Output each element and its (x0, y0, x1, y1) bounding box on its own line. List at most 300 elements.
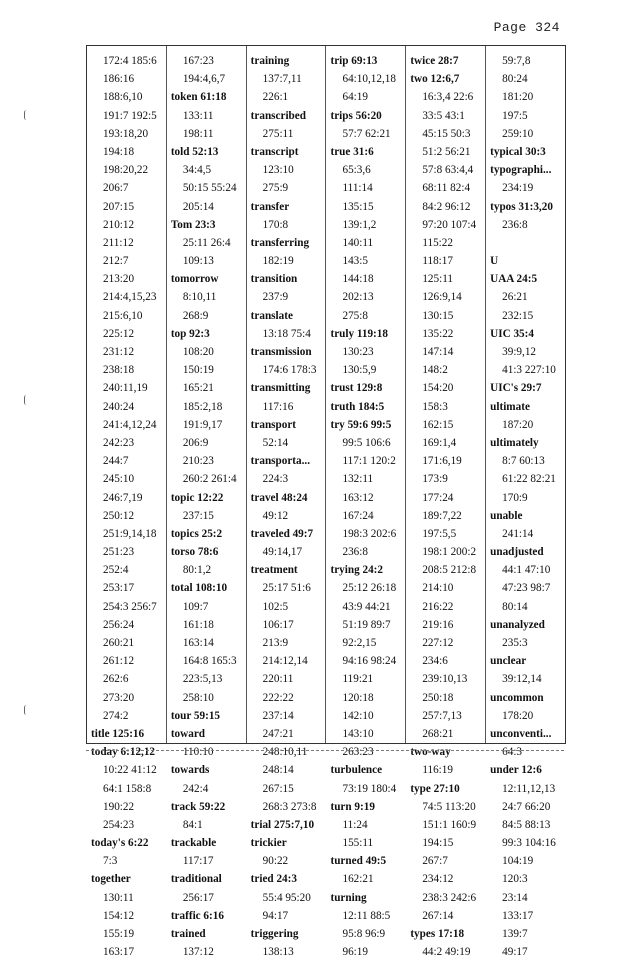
page-number-label: Page 324 (493, 20, 560, 35)
index-reference: 213:9 (262, 637, 289, 649)
index-reference: 135:22 (422, 327, 454, 340)
index-reference: 95:8 96:9 (342, 928, 386, 940)
index-reference: 194:15 (422, 837, 454, 850)
index-reference: 16:3,4 22:6 (422, 91, 474, 104)
index-reference: 212:7 (103, 255, 129, 268)
index-reference: 177:24 (422, 491, 454, 504)
index-reference: 132:11 (342, 473, 374, 486)
index-reference: 250:18 (422, 691, 454, 704)
index-headword: translate (250, 309, 293, 322)
index-reference: 198:1 200:2 (422, 546, 477, 559)
index-reference: 137:7,11 (262, 73, 302, 86)
index-reference: 13:18 75:4 (262, 327, 311, 340)
index-reference: 163:14 (182, 637, 214, 649)
index-reference: 189:7,22 (422, 509, 462, 522)
index-headword: told 52:13 (170, 145, 219, 158)
index-reference: 117:1 120:2 (342, 455, 396, 468)
index-headword: two-way (410, 746, 451, 759)
index-headword: unclear (490, 655, 527, 668)
index-reference: 155:19 (103, 928, 135, 940)
index-reference: 238:18 (103, 364, 135, 377)
index-reference: 130:23 (342, 346, 374, 358)
index-column-4 (326, 46, 406, 959)
index-reference: 39:12,14 (502, 673, 542, 686)
index-reference: 224:3 (262, 473, 289, 486)
index-reference: 138:13 (262, 946, 294, 959)
index-reference: 187:20 (502, 418, 534, 431)
index-reference: 194:18 (103, 145, 135, 158)
index-reference: 33:5 43:1 (422, 109, 465, 122)
index-reference: 164:8 165:3 (182, 655, 237, 668)
index-reference: 90:22 (262, 855, 289, 868)
index-reference: 45:15 50:3 (422, 127, 471, 140)
index-reference: 96:19 (342, 946, 368, 959)
index-reference: 25:17 51:6 (262, 582, 311, 595)
index-reference: 248:14 (262, 764, 294, 777)
index-reference: 163:17 (103, 946, 135, 959)
index-reference: 8:7 60:13 (502, 455, 545, 468)
index-reference: 142:10 (342, 709, 374, 722)
index-headword: unconventi... (490, 727, 552, 740)
index-reference: 191:7 192:5 (103, 109, 157, 122)
index-headword: typographi... (490, 164, 552, 177)
index-headword: Tom 23:3 (170, 218, 216, 231)
index-reference: 256:24 (103, 618, 135, 631)
index-reference: 257:7,13 (422, 709, 462, 722)
index-reference: 225:12 (103, 327, 135, 340)
index-reference: 41:3 227:10 (502, 364, 556, 377)
index-reference: 268:3 273:8 (262, 800, 317, 813)
index-headword: turbulence (330, 764, 383, 777)
index-reference: 244:7 (103, 455, 129, 468)
index-headword: ultimate (490, 400, 530, 413)
index-headword: towards (170, 764, 210, 777)
index-reference: 185:2,18 (182, 400, 223, 413)
index-reference: 246:7,19 (103, 491, 143, 504)
index-headword: ultimately (490, 436, 539, 449)
index-headword: UIC's 29:7 (490, 382, 542, 395)
index-reference: 144:18 (342, 273, 374, 286)
index-reference: 44:2 49:19 (422, 946, 471, 959)
index-headword: track 59:22 (170, 800, 226, 813)
index-headword: top 92:3 (170, 327, 210, 340)
index-reference: 191:9,17 (182, 418, 223, 431)
index-reference: 162:21 (342, 873, 374, 886)
index-reference: 104:19 (502, 855, 534, 868)
index-reference: 151:1 160:9 (422, 818, 477, 831)
index-reference: 49:14,17 (262, 546, 303, 559)
index-reference: 260:2 261:4 (182, 473, 237, 486)
index-headword: triggering (250, 928, 299, 940)
word-index-table (86, 45, 566, 959)
index-reference: 242:23 (103, 436, 135, 449)
index-reference: 140:11 (342, 236, 374, 249)
index-reference: 150:19 (182, 364, 214, 377)
index-reference: 235:3 (502, 637, 528, 649)
index-reference: 133:11 (182, 109, 214, 122)
index-reference: 237:9 (262, 291, 289, 304)
index-headword: unadjusted (490, 546, 544, 559)
index-reference (490, 234, 565, 252)
index-reference: 194:4,6,7 (182, 73, 226, 86)
index-reference: 64:19 (342, 91, 368, 104)
index-reference: 236:8 (342, 546, 368, 559)
index-reference: 109:7 (182, 600, 209, 613)
index-reference: 234:19 (502, 182, 534, 195)
index-reference: 117:16 (262, 400, 294, 413)
index-reference: 51:2 56:21 (422, 145, 471, 158)
index-headword: torso 78:6 (170, 546, 219, 559)
index-headword: topics 25:2 (170, 527, 223, 540)
index-reference: 198:11 (182, 127, 214, 140)
index-reference: 223:5,13 (182, 673, 223, 686)
index-reference: 248:10,11 (262, 746, 308, 759)
index-reference: 198:20,22 (103, 164, 149, 177)
index-reference: 253:17 (103, 582, 135, 595)
index-reference: 236:8 (502, 218, 528, 231)
index-reference: 154:20 (422, 382, 454, 395)
index-reference: 50:15 55:24 (182, 182, 237, 195)
index-reference: 165:21 (182, 382, 214, 395)
index-reference: 43:9 44:21 (342, 600, 391, 613)
index-reference: 25:12 26:18 (342, 582, 397, 595)
index-reference: 34:4,5 (182, 164, 212, 177)
index-reference: 49:17 (502, 946, 528, 959)
index-headword: tour 59:15 (170, 709, 221, 722)
index-reference: 215:6,10 (103, 309, 143, 322)
index-column-3 (247, 46, 327, 959)
index-reference: 111:14 (342, 182, 373, 195)
index-headword: transcribed (250, 109, 306, 122)
index-column-6 (486, 46, 565, 959)
index-reference: 11:24 (342, 818, 368, 831)
index-headword: transport (250, 418, 297, 431)
index-reference: 210:23 (182, 455, 214, 468)
index-reference: 167:23 (182, 55, 214, 67)
index-headword: total 108:10 (170, 582, 228, 595)
index-reference: 219:16 (422, 618, 454, 631)
index-headword: today's 6:22 (91, 837, 149, 850)
index-reference: 97:20 107:4 (422, 218, 477, 231)
index-reference: 10:22 41:12 (103, 764, 157, 777)
index-reference: 8:10,11 (182, 291, 217, 304)
index-reference: 68:11 82:4 (422, 182, 471, 195)
index-headword: under 12:6 (490, 764, 542, 777)
index-reference: 216:22 (422, 600, 454, 613)
index-reference: 64:3 (502, 746, 523, 759)
index-reference: 226:1 (262, 91, 289, 104)
index-reference: 155:11 (342, 837, 374, 850)
index-reference: 261:12 (103, 655, 135, 668)
index-reference: 234:12 (422, 873, 454, 886)
index-reference: 73:19 180:4 (342, 782, 397, 795)
index-reference: 239:10,13 (422, 673, 468, 686)
index-reference: 186:16 (103, 73, 135, 86)
index-reference: 197:5,5 (422, 527, 457, 540)
index-reference: 275:11 (262, 127, 294, 140)
index-headword: UAA 24:5 (490, 273, 538, 286)
index-reference: 260:21 (103, 637, 135, 649)
index-reference: 262:6 (103, 673, 129, 686)
index-reference: 197:5 (502, 109, 528, 122)
index-reference: 254:3 256:7 (103, 600, 157, 613)
index-reference: 59:7,8 (502, 55, 531, 67)
index-reference: 84:2 96:12 (422, 200, 471, 213)
index-reference: 208:5 212:8 (422, 564, 477, 577)
index-reference: 109:13 (182, 255, 214, 268)
index-reference: 275:9 (262, 182, 289, 195)
index-reference: 135:15 (342, 200, 374, 213)
index-headword: toward (170, 727, 206, 740)
index-reference: 214:12,14 (262, 655, 308, 668)
index-headword: traditional (170, 873, 222, 886)
index-headword: trained (170, 928, 206, 940)
index-reference: 25:11 26:4 (182, 236, 231, 249)
index-reference: 267:14 (422, 909, 454, 922)
index-reference: 234:6 (422, 655, 448, 668)
index-headword: twice 28:7 (410, 55, 459, 67)
index-reference: 275:8 (342, 309, 368, 322)
index-reference: 126:9,14 (422, 291, 462, 304)
index-headword: transmission (250, 346, 312, 358)
index-reference: 188:6,10 (103, 91, 143, 104)
index-headword: tomorrow (170, 273, 219, 286)
index-reference: 26:21 (502, 291, 528, 304)
index-reference: 57:7 62:21 (342, 127, 391, 140)
index-reference: 198:3 202:6 (342, 527, 397, 540)
index-reference: 178:20 (502, 709, 534, 722)
index-reference: 182:19 (262, 255, 294, 268)
index-reference: 250:12 (103, 509, 135, 522)
index-headword: U (490, 255, 499, 268)
index-reference: 240:11,19 (103, 382, 148, 395)
index-headword: typos 31:3,20 (490, 200, 553, 213)
index-headword: true 31:6 (330, 145, 374, 158)
index-reference: 80:14 (502, 600, 528, 613)
index-reference: 173:9 (422, 473, 448, 486)
index-reference: 240:24 (103, 400, 135, 413)
index-reference: 130:5,9 (342, 364, 377, 377)
index-headword: unable (490, 509, 523, 522)
index-headword: two 12:6,7 (410, 73, 460, 86)
index-reference: 170:8 (262, 218, 289, 231)
index-headword: traffic 6:16 (170, 909, 224, 922)
index-reference: 206:9 (182, 436, 209, 449)
index-headword: title 125:16 (91, 727, 145, 740)
index-reference: 130:11 (103, 891, 134, 904)
index-reference: 12:11 88:5 (342, 909, 391, 922)
index-reference: 57:8 63:4,4 (422, 164, 474, 177)
index-reference: 120:3 (502, 873, 528, 886)
index-reference: 232:15 (502, 309, 534, 322)
index-reference: 116:19 (422, 764, 453, 777)
index-headword: transition (250, 273, 298, 286)
index-reference: 133:17 (502, 909, 534, 922)
index-reference: 148:2 (422, 364, 448, 377)
index-reference: 258:10 (182, 691, 214, 704)
index-reference: 139:1,2 (342, 218, 377, 231)
index-reference: 259:10 (502, 127, 534, 140)
index-reference: 158:3 (422, 400, 448, 413)
index-reference: 167:24 (342, 509, 374, 522)
index-reference: 123:10 (262, 164, 294, 177)
index-reference: 47:23 98:7 (502, 582, 551, 595)
index-headword: trying 24:2 (330, 564, 383, 577)
index-reference: 106:17 (262, 618, 294, 631)
index-reference: 267:7 (422, 855, 448, 868)
index-reference: 125:11 (422, 273, 453, 286)
index-reference: 64:10,12,18 (342, 73, 396, 86)
index-reference: 241:14 (502, 527, 534, 540)
index-reference: 247:21 (262, 727, 294, 740)
index-reference: 163:12 (342, 491, 374, 504)
index-reference: 251:23 (103, 546, 135, 559)
index-reference: 231:12 (103, 346, 135, 358)
index-column-1 (87, 46, 167, 959)
index-headword: trickier (250, 837, 287, 850)
index-reference: 80:1,2 (182, 564, 212, 577)
index-reference: 210:12 (103, 218, 135, 231)
index-reference: 94:16 98:24 (342, 655, 397, 668)
index-reference: 92:2,15 (342, 637, 377, 649)
index-reference: 220:11 (262, 673, 294, 686)
index-reference: 237:14 (262, 709, 294, 722)
index-reference: 117:17 (182, 855, 214, 868)
index-headword: trip 69:13 (330, 55, 378, 67)
index-reference: 207:15 (103, 200, 135, 213)
index-reference: 24:7 66:20 (502, 800, 551, 813)
index-reference: 94:17 (262, 909, 289, 922)
index-headword: types 17:18 (410, 928, 465, 940)
binder-hole-mark (24, 705, 29, 715)
binder-hole-mark (24, 110, 29, 120)
index-reference: 214:10 (422, 582, 454, 595)
index-reference: 137:12 (182, 946, 214, 959)
index-reference: 108:20 (182, 346, 214, 358)
index-reference: 206:7 (103, 182, 129, 195)
index-headword: truly 119:18 (330, 327, 388, 340)
index-reference: 65:3,6 (342, 164, 371, 177)
index-headword: typical 30:3 (490, 145, 546, 158)
index-reference: 205:14 (182, 200, 214, 213)
index-reference: 252:4 (103, 564, 129, 577)
index-reference: 181:20 (502, 91, 534, 104)
index-reference: 61:22 82:21 (502, 473, 556, 486)
index-reference: 99:3 104:16 (502, 837, 556, 850)
index-reference: 268:21 (422, 727, 454, 740)
index-reference: 211:12 (103, 236, 134, 249)
index-reference: 161:18 (182, 618, 214, 631)
index-headword: transferring (250, 236, 310, 249)
index-headword: topic 12:22 (170, 491, 224, 504)
index-reference: 171:6,19 (422, 455, 462, 468)
index-reference: 118:17 (422, 255, 453, 268)
index-reference: 245:10 (103, 473, 135, 486)
index-reference: 267:15 (262, 782, 294, 795)
index-reference: 143:5 (342, 255, 368, 268)
index-headword: uncommon (490, 691, 544, 704)
index-reference: 222:22 (262, 691, 294, 704)
index-reference: 241:4,12,24 (103, 418, 157, 431)
index-headword: transcript (250, 145, 299, 158)
index-reference: 251:9,14,18 (103, 527, 157, 540)
index-headword: training (250, 55, 290, 67)
index-reference: 202:13 (342, 291, 374, 304)
index-reference: 172:4 185:6 (103, 55, 157, 67)
index-reference: 214:4,15,23 (103, 291, 157, 304)
index-headword: try 59:6 99:5 (330, 418, 392, 431)
index-headword: transmitting (250, 382, 311, 395)
index-reference: 7:3 (103, 855, 118, 868)
index-reference: 263:23 (342, 746, 374, 759)
index-reference: 139:7 (502, 928, 528, 940)
index-headword: turned 49:5 (330, 855, 387, 868)
index-reference: 74:5 113:20 (422, 800, 476, 813)
index-reference: 268:9 (182, 309, 209, 322)
binder-hole-mark (24, 395, 29, 405)
index-headword: transporta... (250, 455, 311, 468)
index-headword: trackable (170, 837, 217, 850)
index-reference: 227:12 (422, 637, 454, 649)
index-reference: 190:22 (103, 800, 135, 813)
index-reference: 99:5 106:6 (342, 436, 391, 449)
index-headword: type 27:10 (410, 782, 460, 795)
index-reference: 55:4 95:20 (262, 891, 311, 904)
index-reference: 119:21 (342, 673, 374, 686)
index-reference: 174:6 178:3 (262, 364, 317, 377)
index-reference: 130:15 (422, 309, 454, 322)
index-reference: 147:14 (422, 346, 454, 358)
index-column-2 (167, 46, 247, 959)
index-headword: UIC 35:4 (490, 327, 534, 340)
index-reference: 254:23 (103, 818, 135, 831)
index-reference: 84:1 (182, 818, 203, 831)
index-reference: 102:5 (262, 600, 289, 613)
index-reference: 213:20 (103, 273, 135, 286)
index-headword: travel 48:24 (250, 491, 308, 504)
index-reference: 44:1 47:10 (502, 564, 551, 577)
index-reference: 273:20 (103, 691, 135, 704)
index-reference: 12:11,12,13 (502, 782, 556, 795)
index-reference: 242:4 (182, 782, 209, 795)
index-headword: token 61:18 (170, 91, 227, 104)
index-headword: tried 24:3 (250, 873, 297, 886)
index-headword: unanalyzed (490, 618, 545, 631)
index-headword: together (91, 873, 131, 886)
index-reference: 154:12 (103, 909, 135, 922)
index-reference: 115:22 (422, 236, 453, 249)
index-reference: 256:17 (182, 891, 214, 904)
index-headword: traveled 49:7 (250, 527, 314, 540)
index-reference: 274:2 (103, 709, 129, 722)
index-headword: treatment (250, 564, 298, 577)
index-column-5 (406, 46, 486, 959)
bottom-rule (86, 750, 564, 751)
index-reference: 237:15 (182, 509, 214, 522)
index-reference: 39:9,12 (502, 346, 537, 358)
index-reference: 170:9 (502, 491, 528, 504)
index-reference: 162:15 (422, 418, 454, 431)
index-headword: truth 184:5 (330, 400, 385, 413)
index-reference: 52:14 (262, 436, 289, 449)
index-reference: 238:3 242:6 (422, 891, 477, 904)
index-reference: 193:18,20 (103, 127, 149, 140)
index-reference: 143:10 (342, 727, 374, 740)
index-reference: 110:10 (182, 746, 214, 759)
index-headword: trust 129:8 (330, 382, 383, 395)
index-reference: 23:14 (502, 891, 528, 904)
index-reference: 84:5 88:13 (502, 818, 551, 831)
